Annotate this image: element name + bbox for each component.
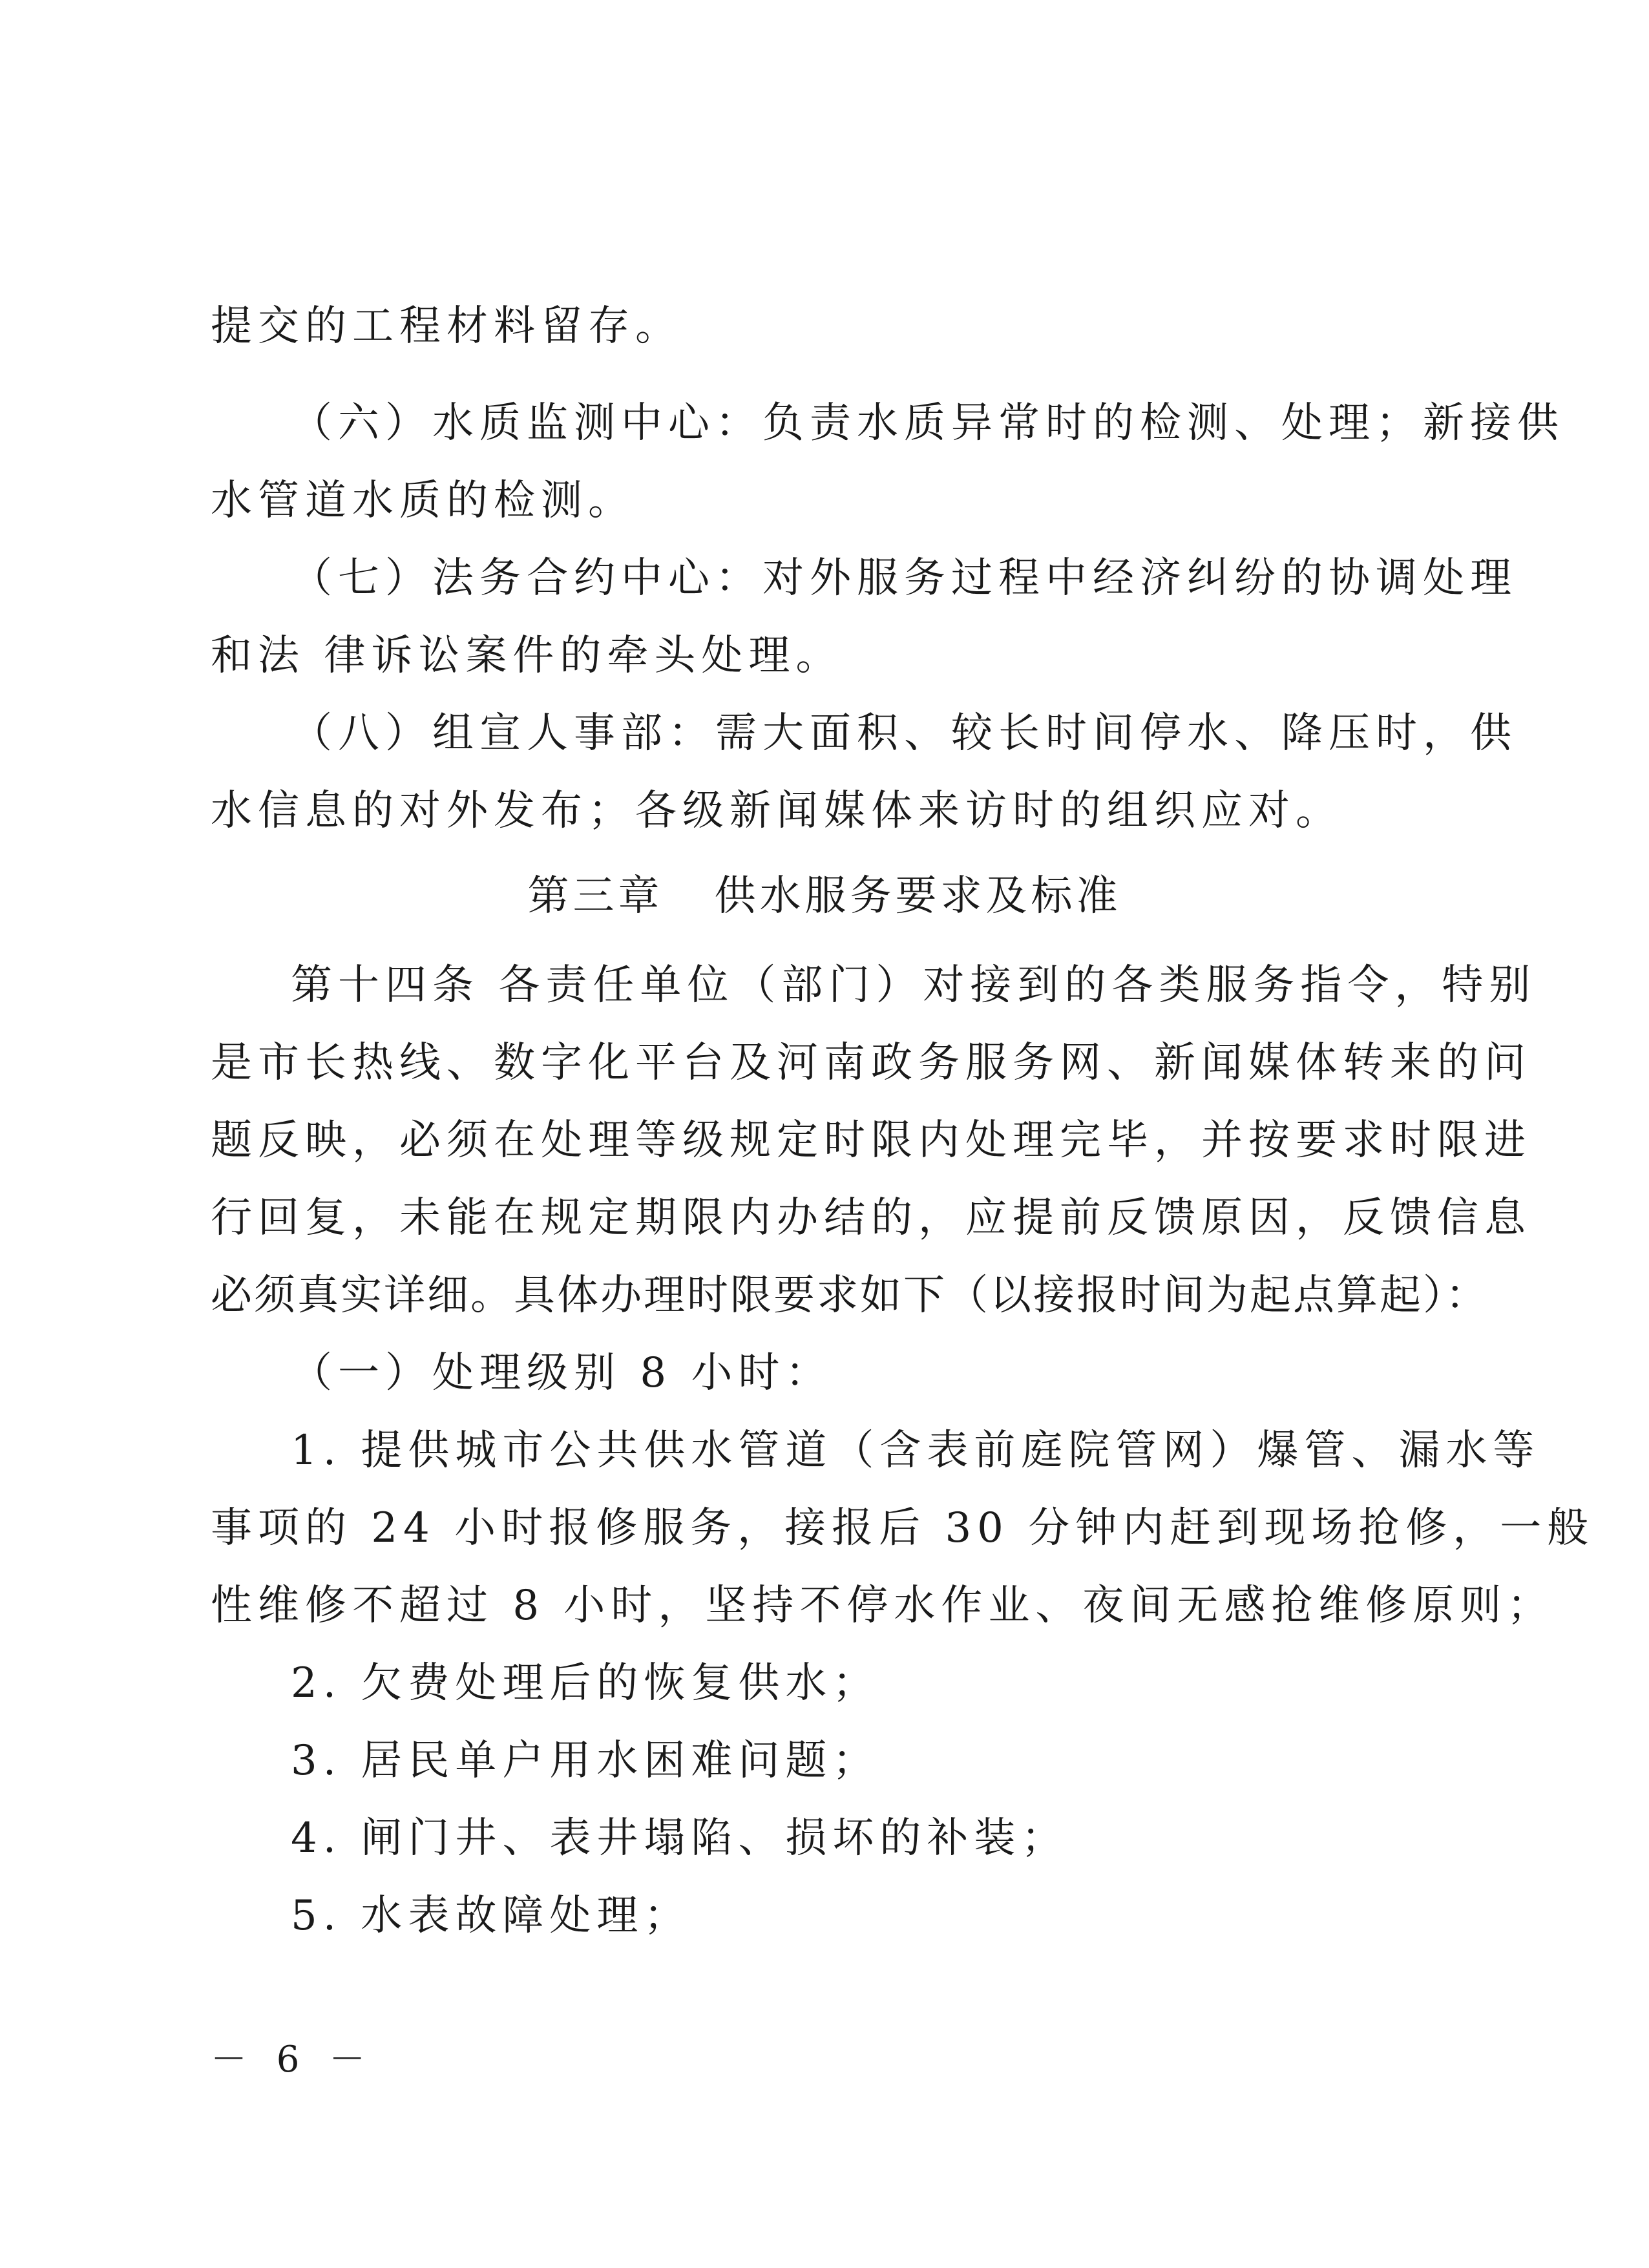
text-line-12: 行回复，未能在规定期限内办结的，应提前反馈原因，反馈信息 xyxy=(211,1194,1531,1242)
text-line-16: 事项的 24 小时报修服务，接报后 30 分钟内赶到现场抢修，一般 xyxy=(211,1504,1595,1552)
text-line-20: 4. 闸门井、表井塌陷、损坏的补装； xyxy=(291,1814,1069,1862)
text-line-15: 1. 提供城市公共供水管道（含表前庭院管网）爆管、漏水等 xyxy=(291,1427,1540,1475)
text-line-4: （七）法务合约中心：对外服务过程中经济纠纷的协调处理 xyxy=(291,554,1517,602)
text-line-2: （六）水质监测中心：负责水质异常时的检测、处理；新接供 xyxy=(291,399,1564,447)
text-line-19: 3. 居民单户用水困难问题； xyxy=(291,1737,880,1785)
text-line-1: 提交的工程材料留存。 xyxy=(211,302,682,350)
text-line-9: 第十四条 各责任单位（部门）对接到的各类服务指令，特别 xyxy=(291,961,1537,1009)
text-line-5: 和法 律诉讼案件的牵头处理。 xyxy=(211,632,843,680)
page-number: － 6 － xyxy=(211,2039,375,2081)
text-line-6: （八）组宣人事部：需大面积、较长时间停水、降压时，供 xyxy=(291,709,1517,757)
text-line-11: 题反映，必须在处理等级规定时限内处理完毕，并按要求时限进 xyxy=(211,1117,1531,1164)
text-line-10: 是市长热线、数字化平台及河南政务服务网、新闻媒体转来的问 xyxy=(211,1039,1531,1087)
text-line-7: 水信息的对外发布；各级新闻媒体来访时的组织应对。 xyxy=(211,787,1343,835)
text-line-18: 2. 欠费处理后的恢复供水； xyxy=(291,1659,880,1707)
text-line-3: 水管道水质的检测。 xyxy=(211,477,635,525)
text-line-21: 5. 水表故障处理； xyxy=(291,1892,691,1940)
text-line-17: 性维修不超过 8 小时，坚持不停水作业、夜间无感抢维修原则； xyxy=(211,1582,1555,1630)
text-line-14: （一）处理级别 8 小时： xyxy=(291,1349,833,1397)
text-line-13: 必须真实详细。具体办理时限要求如下（以接报时间为起点算起）： xyxy=(211,1272,1489,1319)
chapter-heading: 第三章 供水服务要求及标准 xyxy=(527,872,1122,920)
